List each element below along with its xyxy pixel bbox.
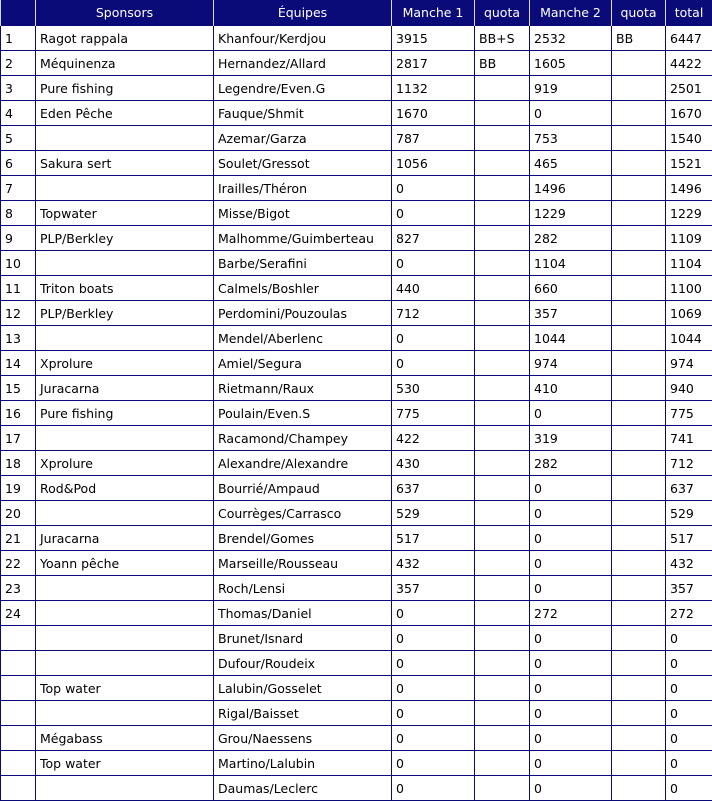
cell-team: Fauque/Shmit	[214, 101, 392, 126]
cell-quota-1	[475, 776, 530, 801]
cell-manche-2: 0	[530, 751, 612, 776]
cell-manche-1: 529	[392, 501, 475, 526]
cell-rank: 4	[1, 101, 36, 126]
cell-quota-2	[612, 601, 666, 626]
cell-manche-2: 1605	[530, 51, 612, 76]
cell-manche-2: 0	[530, 501, 612, 526]
table-row	[1, 626, 712, 651]
cell-sponsor: Juracarna	[36, 526, 214, 551]
cell-manche-2: 0	[530, 701, 612, 726]
cell-quota-2	[612, 401, 666, 426]
cell-quota-1	[475, 451, 530, 476]
cell-quota-2	[612, 326, 666, 351]
cell-team: Bourrié/Ampaud	[214, 476, 392, 501]
cell-manche-1: 0	[392, 651, 475, 676]
table-row	[1, 351, 712, 376]
cell-sponsor	[36, 576, 214, 601]
cell-sponsor	[36, 176, 214, 201]
cell-quota-2	[612, 776, 666, 801]
cell-manche-1: 530	[392, 376, 475, 401]
cell-sponsor	[36, 776, 214, 801]
cell-manche-1: 0	[392, 776, 475, 801]
cell-rank	[1, 626, 36, 651]
cell-quota-2	[612, 551, 666, 576]
table-body	[1, 26, 712, 801]
cell-rank	[1, 726, 36, 751]
cell-manche-2: 0	[530, 526, 612, 551]
cell-manche-1: 432	[392, 551, 475, 576]
cell-sponsor: Triton boats	[36, 276, 214, 301]
cell-quota-2	[612, 501, 666, 526]
cell-quota-2	[612, 151, 666, 176]
cell-team: Calmels/Boshler	[214, 276, 392, 301]
cell-sponsor: Sakura sert	[36, 151, 214, 176]
cell-team: Roch/Lensi	[214, 576, 392, 601]
cell-total: 712	[666, 451, 712, 476]
cell-total: 4422	[666, 51, 712, 76]
cell-rank: 7	[1, 176, 36, 201]
cell-manche-2: 465	[530, 151, 612, 176]
cell-total: 0	[666, 626, 712, 651]
cell-sponsor	[36, 326, 214, 351]
cell-team: Thomas/Daniel	[214, 601, 392, 626]
cell-quota-2	[612, 376, 666, 401]
table-row	[1, 301, 712, 326]
cell-total: 0	[666, 751, 712, 776]
table-row	[1, 776, 712, 801]
cell-quota-2	[612, 126, 666, 151]
cell-total: 940	[666, 376, 712, 401]
cell-rank: 22	[1, 551, 36, 576]
cell-quota-1	[475, 501, 530, 526]
cell-sponsor	[36, 701, 214, 726]
cell-quota-2: BB	[612, 26, 666, 51]
table-row	[1, 676, 712, 701]
table-row	[1, 526, 712, 551]
cell-manche-1: 0	[392, 676, 475, 701]
cell-rank: 10	[1, 251, 36, 276]
cell-quota-1	[475, 126, 530, 151]
cell-rank: 1	[1, 26, 36, 51]
cell-quota-1	[475, 76, 530, 101]
cell-team: Perdomini/Pouzoulas	[214, 301, 392, 326]
table-row	[1, 176, 712, 201]
cell-manche-2: 1496	[530, 176, 612, 201]
cell-quota-2	[612, 76, 666, 101]
cell-manche-1: 3915	[392, 26, 475, 51]
cell-quota-1	[475, 726, 530, 751]
cell-manche-1: 827	[392, 226, 475, 251]
table-row	[1, 326, 712, 351]
cell-quota-2	[612, 676, 666, 701]
cell-sponsor	[36, 601, 214, 626]
cell-total: 357	[666, 576, 712, 601]
table-row	[1, 126, 712, 151]
cell-sponsor: Xprolure	[36, 351, 214, 376]
cell-quota-1	[475, 151, 530, 176]
cell-sponsor: Pure fishing	[36, 401, 214, 426]
cell-total: 432	[666, 551, 712, 576]
cell-manche-2: 0	[530, 551, 612, 576]
cell-team: Rietmann/Raux	[214, 376, 392, 401]
cell-sponsor: Pure fishing	[36, 76, 214, 101]
cell-quota-2	[612, 176, 666, 201]
cell-manche-1: 787	[392, 126, 475, 151]
cell-manche-2: 1229	[530, 201, 612, 226]
cell-manche-2: 0	[530, 776, 612, 801]
cell-rank: 17	[1, 426, 36, 451]
cell-sponsor: Top water	[36, 676, 214, 701]
cell-rank: 18	[1, 451, 36, 476]
cell-quota-1	[475, 551, 530, 576]
cell-quota-1: BB	[475, 51, 530, 76]
cell-quota-2	[612, 101, 666, 126]
cell-rank: 23	[1, 576, 36, 601]
cell-team: Mendel/Aberlenc	[214, 326, 392, 351]
header-rank	[1, 0, 36, 26]
cell-manche-2: 1104	[530, 251, 612, 276]
table-row	[1, 751, 712, 776]
cell-quota-1	[475, 176, 530, 201]
cell-manche-2: 0	[530, 726, 612, 751]
cell-manche-2: 0	[530, 676, 612, 701]
cell-total: 1540	[666, 126, 712, 151]
table-row	[1, 201, 712, 226]
table-row	[1, 601, 712, 626]
cell-team: Dufour/Roudeix	[214, 651, 392, 676]
cell-manche-1: 2817	[392, 51, 475, 76]
cell-quota-1	[475, 701, 530, 726]
cell-quota-1	[475, 601, 530, 626]
cell-manche-2: 282	[530, 226, 612, 251]
cell-quota-2	[612, 751, 666, 776]
cell-manche-1: 0	[392, 351, 475, 376]
cell-rank: 24	[1, 601, 36, 626]
cell-quota-1	[475, 351, 530, 376]
cell-total: 1229	[666, 201, 712, 226]
cell-manche-1: 1056	[392, 151, 475, 176]
cell-team: Brunet/Isnard	[214, 626, 392, 651]
cell-sponsor: Ragot rappala	[36, 26, 214, 51]
cell-manche-2: 272	[530, 601, 612, 626]
cell-rank: 11	[1, 276, 36, 301]
cell-sponsor: Xprolure	[36, 451, 214, 476]
table-row	[1, 251, 712, 276]
cell-rank	[1, 776, 36, 801]
cell-manche-2: 0	[530, 476, 612, 501]
cell-manche-2: 753	[530, 126, 612, 151]
cell-rank: 8	[1, 201, 36, 226]
cell-manche-2: 660	[530, 276, 612, 301]
cell-manche-2: 0	[530, 626, 612, 651]
cell-rank: 19	[1, 476, 36, 501]
cell-total: 775	[666, 401, 712, 426]
table-row	[1, 151, 712, 176]
cell-rank: 3	[1, 76, 36, 101]
cell-total: 2501	[666, 76, 712, 101]
cell-rank: 13	[1, 326, 36, 351]
cell-manche-1: 0	[392, 751, 475, 776]
cell-quota-1	[475, 251, 530, 276]
cell-quota-1	[475, 276, 530, 301]
cell-manche-2: 282	[530, 451, 612, 476]
cell-manche-1: 0	[392, 701, 475, 726]
cell-quota-1	[475, 401, 530, 426]
cell-manche-1: 1132	[392, 76, 475, 101]
table-row	[1, 226, 712, 251]
cell-manche-2: 0	[530, 101, 612, 126]
cell-quota-1	[475, 676, 530, 701]
cell-manche-1: 0	[392, 601, 475, 626]
cell-sponsor: Mégabass	[36, 726, 214, 751]
cell-total: 974	[666, 351, 712, 376]
cell-manche-1: 357	[392, 576, 475, 601]
cell-quota-2	[612, 226, 666, 251]
cell-total: 0	[666, 651, 712, 676]
cell-quota-2	[612, 201, 666, 226]
table-row	[1, 651, 712, 676]
cell-quota-2	[612, 451, 666, 476]
cell-total: 1104	[666, 251, 712, 276]
cell-sponsor	[36, 626, 214, 651]
cell-rank	[1, 676, 36, 701]
cell-total: 1670	[666, 101, 712, 126]
cell-rank: 21	[1, 526, 36, 551]
cell-team: Marseille/Rousseau	[214, 551, 392, 576]
cell-sponsor: Topwater	[36, 201, 214, 226]
cell-sponsor: Méquinenza	[36, 51, 214, 76]
cell-sponsor	[36, 501, 214, 526]
cell-quota-2	[612, 426, 666, 451]
cell-manche-2: 0	[530, 651, 612, 676]
cell-quota-1	[475, 751, 530, 776]
cell-quota-1	[475, 426, 530, 451]
cell-sponsor: Yoann pêche	[36, 551, 214, 576]
cell-total: 0	[666, 676, 712, 701]
cell-manche-1: 440	[392, 276, 475, 301]
cell-manche-2: 410	[530, 376, 612, 401]
cell-rank: 5	[1, 126, 36, 151]
cell-rank	[1, 751, 36, 776]
cell-total: 741	[666, 426, 712, 451]
cell-total: 1100	[666, 276, 712, 301]
cell-sponsor: PLP/Berkley	[36, 226, 214, 251]
table-row	[1, 576, 712, 601]
cell-sponsor: Top water	[36, 751, 214, 776]
cell-team: Azemar/Garza	[214, 126, 392, 151]
table-row	[1, 51, 712, 76]
cell-team: Courrèges/Carrasco	[214, 501, 392, 526]
cell-quota-1	[475, 576, 530, 601]
table-row	[1, 376, 712, 401]
cell-total: 1044	[666, 326, 712, 351]
header-quota-2: quota	[612, 0, 666, 26]
cell-rank: 15	[1, 376, 36, 401]
table-row	[1, 26, 712, 51]
cell-team: Irailles/Théron	[214, 176, 392, 201]
cell-quota-2	[612, 301, 666, 326]
cell-rank: 14	[1, 351, 36, 376]
cell-total: 1521	[666, 151, 712, 176]
cell-manche-1: 0	[392, 201, 475, 226]
cell-quota-1	[475, 326, 530, 351]
cell-quota-1: BB+S	[475, 26, 530, 51]
header-quota-1: quota	[475, 0, 530, 26]
cell-team: Hernandez/Allard	[214, 51, 392, 76]
cell-quota-1	[475, 651, 530, 676]
cell-team: Barbe/Serafini	[214, 251, 392, 276]
cell-team: Malhomme/Guimberteau	[214, 226, 392, 251]
cell-total: 6447	[666, 26, 712, 51]
cell-manche-1: 0	[392, 726, 475, 751]
table-row	[1, 101, 712, 126]
table-row	[1, 426, 712, 451]
table-row	[1, 501, 712, 526]
cell-total: 0	[666, 726, 712, 751]
header-equipes: Équipes	[214, 0, 392, 26]
cell-team: Legendre/Even.G	[214, 76, 392, 101]
cell-rank: 6	[1, 151, 36, 176]
cell-quota-2	[612, 476, 666, 501]
cell-rank: 16	[1, 401, 36, 426]
cell-quota-2	[612, 651, 666, 676]
cell-manche-2: 974	[530, 351, 612, 376]
cell-total: 517	[666, 526, 712, 551]
header-sponsors: Sponsors	[36, 0, 214, 26]
cell-sponsor	[36, 126, 214, 151]
cell-rank	[1, 651, 36, 676]
cell-team: Alexandre/Alexandre	[214, 451, 392, 476]
cell-rank: 20	[1, 501, 36, 526]
cell-team: Amiel/Segura	[214, 351, 392, 376]
cell-manche-2: 2532	[530, 26, 612, 51]
cell-quota-2	[612, 576, 666, 601]
cell-manche-1: 0	[392, 326, 475, 351]
cell-team: Misse/Bigot	[214, 201, 392, 226]
cell-manche-2: 319	[530, 426, 612, 451]
cell-quota-2	[612, 51, 666, 76]
cell-team: Brendel/Gomes	[214, 526, 392, 551]
cell-total: 637	[666, 476, 712, 501]
table-row	[1, 726, 712, 751]
cell-manche-2: 1044	[530, 326, 612, 351]
cell-total: 1069	[666, 301, 712, 326]
cell-total: 0	[666, 776, 712, 801]
cell-quota-1	[475, 626, 530, 651]
cell-manche-2: 0	[530, 576, 612, 601]
cell-quota-2	[612, 726, 666, 751]
cell-total: 0	[666, 701, 712, 726]
cell-rank: 9	[1, 226, 36, 251]
table-row	[1, 451, 712, 476]
cell-quota-2	[612, 526, 666, 551]
cell-manche-2: 357	[530, 301, 612, 326]
table-row	[1, 701, 712, 726]
cell-team: Soulet/Gressot	[214, 151, 392, 176]
cell-manche-2: 919	[530, 76, 612, 101]
cell-quota-1	[475, 376, 530, 401]
cell-manche-1: 712	[392, 301, 475, 326]
cell-quota-1	[475, 301, 530, 326]
cell-quota-2	[612, 626, 666, 651]
cell-team: Rigal/Baisset	[214, 701, 392, 726]
cell-total: 1109	[666, 226, 712, 251]
header-manche-1: Manche 1	[392, 0, 475, 26]
cell-quota-2	[612, 701, 666, 726]
cell-quota-2	[612, 251, 666, 276]
cell-manche-1: 0	[392, 626, 475, 651]
cell-total: 529	[666, 501, 712, 526]
cell-sponsor: Juracarna	[36, 376, 214, 401]
table-row	[1, 76, 712, 101]
cell-quota-1	[475, 226, 530, 251]
cell-team: Racamond/Champey	[214, 426, 392, 451]
cell-sponsor: Rod&Pod	[36, 476, 214, 501]
cell-rank	[1, 701, 36, 726]
header-manche-2: Manche 2	[530, 0, 612, 26]
cell-total: 1496	[666, 176, 712, 201]
cell-quota-1	[475, 476, 530, 501]
cell-manche-2: 0	[530, 401, 612, 426]
cell-team: Grou/Naessens	[214, 726, 392, 751]
cell-manche-1: 517	[392, 526, 475, 551]
cell-sponsor	[36, 426, 214, 451]
cell-sponsor: PLP/Berkley	[36, 301, 214, 326]
cell-team: Daumas/Leclerc	[214, 776, 392, 801]
cell-team: Khanfour/Kerdjou	[214, 26, 392, 51]
cell-rank: 2	[1, 51, 36, 76]
table-row	[1, 551, 712, 576]
header-total: total	[666, 0, 712, 26]
cell-manche-1: 637	[392, 476, 475, 501]
cell-sponsor	[36, 651, 214, 676]
cell-quota-2	[612, 351, 666, 376]
cell-manche-1: 422	[392, 426, 475, 451]
cell-manche-1: 0	[392, 251, 475, 276]
table-row	[1, 476, 712, 501]
cell-team: Lalubin/Gosselet	[214, 676, 392, 701]
cell-quota-1	[475, 526, 530, 551]
cell-rank: 12	[1, 301, 36, 326]
cell-quota-2	[612, 276, 666, 301]
table-row	[1, 401, 712, 426]
header-row	[1, 0, 712, 26]
cell-manche-1: 1670	[392, 101, 475, 126]
cell-quota-1	[475, 101, 530, 126]
cell-sponsor	[36, 251, 214, 276]
cell-team: Poulain/Even.S	[214, 401, 392, 426]
cell-manche-1: 0	[392, 176, 475, 201]
cell-sponsor: Eden Pêche	[36, 101, 214, 126]
cell-total: 272	[666, 601, 712, 626]
cell-manche-1: 775	[392, 401, 475, 426]
cell-team: Martino/Lalubin	[214, 751, 392, 776]
cell-quota-1	[475, 201, 530, 226]
table-row	[1, 276, 712, 301]
cell-manche-1: 430	[392, 451, 475, 476]
